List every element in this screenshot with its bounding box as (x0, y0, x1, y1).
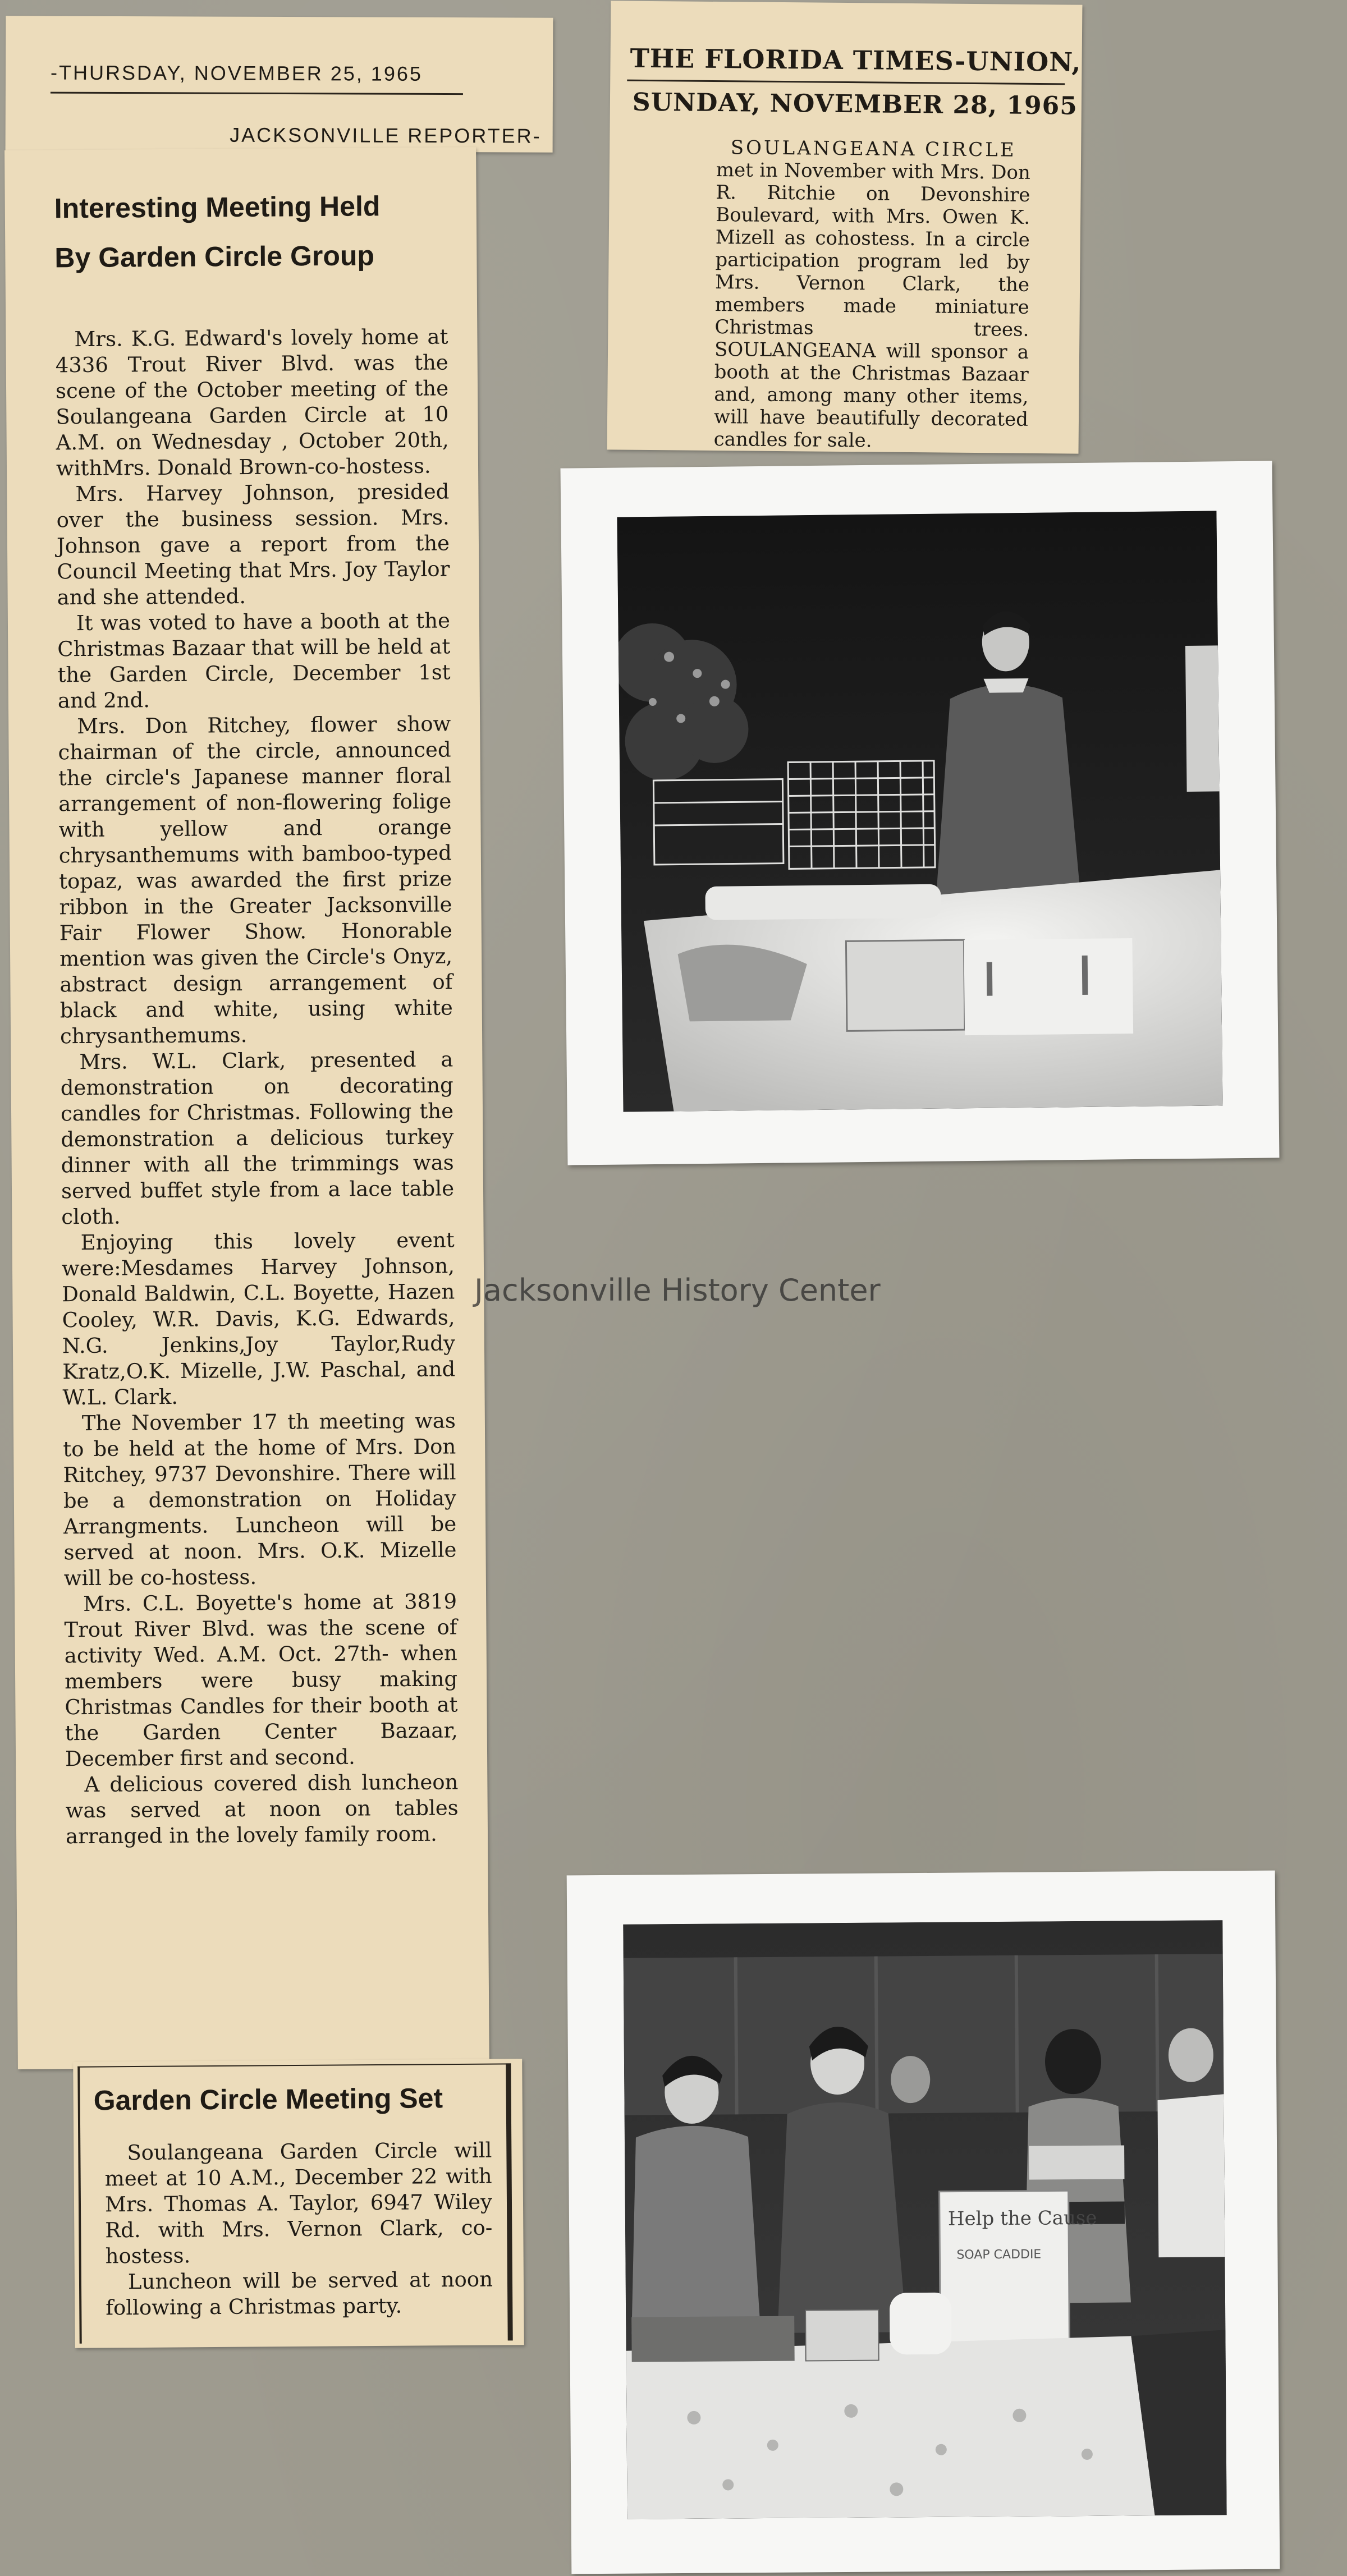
photo-image (623, 1920, 1226, 2519)
article-paragraph: Mrs. Harvey Johnson, presided over the business session. Mrs. Johnson gave a report from the Council Meeting that Mrs. Joy Taylor and she attended. (56, 479, 450, 610)
masthead-rule (627, 80, 1065, 85)
times-union-text: met in November with Mrs. Don R. Ritchie on Devonshire Boulevard, with Mrs. Owen K. Mizell as cohostess. In a circle participation program led by Mrs. Vernon Clark, the members made miniature Christmas trees. SOULANGEANA will sponsor a booth at the Christmas Bazaar and, among many other items, will have beautifully decorated candles for sale. (713, 158, 1031, 452)
photo-bazaar-booth (567, 1871, 1280, 2574)
meeting-set-paragraph: Luncheon will be served at noon following a Christmas party. (106, 2267, 493, 2320)
article-paragraph: Mrs. W.L. Clark, presented a demonstration on decorating candles for Christmas. Following the demonstration a delicious turkey dinner with all the trimmings was served buffet style from a lace table cloth. (60, 1047, 455, 1229)
article-paragraph: Enjoying this lovely event were:Mesdames Harvey Johnson, Donald Baldwin, C.L. Boyette, Hazen Cooley, W.R. Davis, K.G. Edwards, N.G. Jenkins,Joy Taylor,Rudy Kratz,O.K. Mizelle, J.W. Paschal, and W.L. Clark. (61, 1228, 456, 1410)
times-union-body (714, 136, 1031, 453)
article-paragraph: Mrs. C.L. Boyette's home at 3819 Trout River Blvd. was the scene of activity Wed. A.M. Oct. 27th- when members were busy making Christmas Candles for their booth at the Garden Center Bazaar, December first and second. (64, 1589, 458, 1771)
photo-woman-with-baskets (561, 461, 1280, 1165)
newspaper-masthead: THE FLORIDA TIMES-UNION, (630, 43, 1082, 77)
article-body (55, 324, 459, 1849)
photo-2-illustration (623, 1920, 1226, 2519)
photo-image (617, 511, 1222, 1112)
clipping-source: JACKSONVILLE REPORTER- (230, 123, 542, 148)
times-union-clipping (607, 1, 1083, 453)
article-paragraph: Mrs. K.G. Edward's lovely home at 4336 Trout River Blvd. was the scene of the October meeting of the Soulangeana Garden Circle at 10 A.M. on Wednesday , October 20th, withMrs. Donald Brown-co-hostess. (55, 324, 449, 481)
newspaper-date: SUNDAY, NOVEMBER 28, 1965 (632, 88, 1078, 121)
meeting-set-body (104, 2138, 493, 2321)
header-rule (51, 92, 463, 95)
meeting-set-clipping (73, 2059, 524, 2348)
meeting-set-title: Garden Circle Meeting Set (93, 2082, 443, 2116)
article-clipping (4, 147, 489, 2069)
article-paragraph: It was voted to have a booth at the Christmas Bazaar that will be held at the Garden Circle, December 1st and 2nd. (57, 608, 451, 713)
photo-1-illustration (617, 511, 1222, 1112)
article-paragraph: The November 17 th meeting was to be held at the home of Mrs. Don Ritchey, 9737 Devonshire. There will be a demonstration on Holiday Arrangments. Luncheon will be served at noon. Mrs. O.K. Mizelle will be co-hostess. (63, 1408, 457, 1591)
watermark: Jacksonville History Center (474, 1273, 881, 1308)
article-headline (54, 181, 459, 282)
headline-line-2: By Garden Circle Group (54, 240, 375, 274)
article-paragraph: Mrs. Don Ritchey, flower show chairman of the circle, announced the circle's Japanese manner floral arrangement of non-flowering folige with yellow and orange chrysanthemums with bamboo-typed topaz, was awarded the first prize ribbon in the Greater Jacksonville Fair Flower Show. Honorable mention was given the Circle's Onyz, abstract design arrangement of black and white, using white chrysanthemums. (58, 711, 453, 1049)
photo-sign-line-1: Help the Cause (947, 2206, 1097, 2230)
header-clipping (6, 16, 553, 152)
clipping-date: -THURSDAY, NOVEMBER 25, 1965 (50, 61, 423, 85)
headline-line-1: Interesting Meeting Held (54, 190, 381, 224)
article-paragraph: A delicious covered dish luncheon was served at noon on tables arranged in the lovely family room. (65, 1770, 459, 1849)
times-union-heading: SOULANGEANA CIRCLE (730, 136, 1016, 162)
meeting-set-paragraph: Soulangeana Garden Circle will meet at 10 A.M., December 22 with Mrs. Thomas A. Taylor, 6947 Wiley Rd. with Mrs. Vernon Clark, co-hostess. (104, 2138, 493, 2269)
photo-sign-line-2: SOAP CADDIE (956, 2247, 1042, 2262)
